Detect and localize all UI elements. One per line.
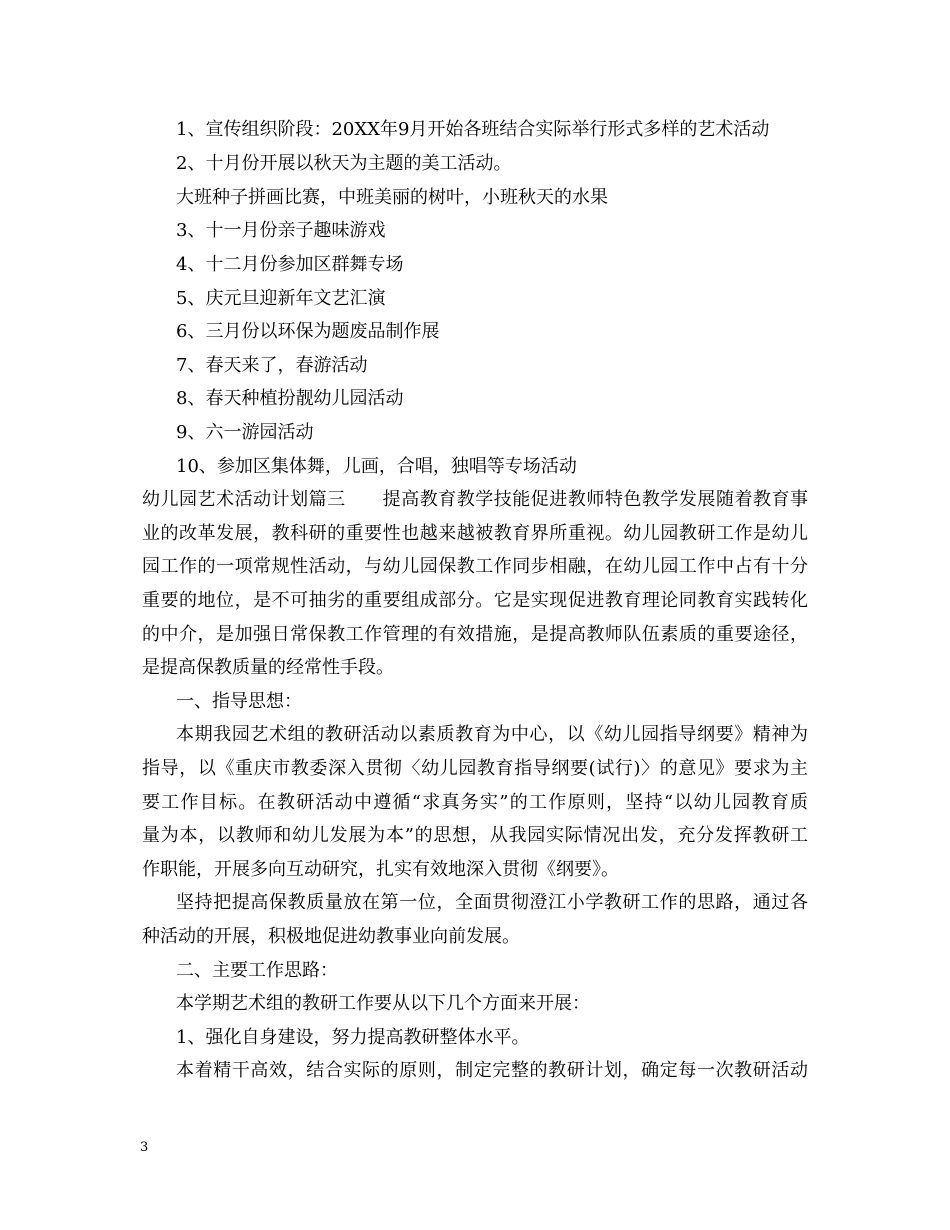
text-line: 7、春天来了，春游活动	[176, 355, 368, 376]
paragraph-line: 本期我园艺术组的教研活动以素质教育为中心，以《幼儿园指导纲要》精神为	[176, 724, 808, 745]
section-heading-line: 幼儿园艺术活动计划篇三 提高教育教学技能促进教师特色教学发展随着教育事	[142, 489, 808, 510]
paragraph-line: 1、强化自身建设，努力提高教研整体水平。	[176, 1027, 530, 1048]
paragraph-line: 要工作目标。在教研活动中遵循“求真务实”的工作原则，坚持“以幼儿园教育质	[142, 792, 808, 813]
text-line: 1、宣传组织阶段：20XX年9月开始各班结合实际举行形式多样的艺术活动	[176, 119, 770, 140]
paragraph-line: 园工作的一项常规性活动，与幼儿园保教工作同步相融，在幼儿园工作中占有十分	[142, 556, 808, 577]
paragraph-line: 的中介，是加强日常保教工作管理的有效措施，是提高教师队伍素质的重要途径，	[142, 624, 808, 645]
paragraph-line: 本着精干高效，结合实际的原则，制定完整的教研计划，确定每一次教研活动	[176, 1060, 808, 1081]
page-number: 3	[140, 1140, 149, 1155]
paragraph-line: 量为本，以教师和幼儿发展为本”的思想，从我园实际情况出发，充分发挥教研工	[142, 825, 808, 846]
paragraph-line: 是提高保教质量的经常性手段。	[142, 657, 394, 678]
text-line: 3、十一月份亲子趣味游戏	[176, 220, 386, 241]
text-line: 9、六一游园活动	[176, 422, 314, 443]
text-line: 6、三月份以环保为题废品制作展	[176, 321, 440, 342]
text-line: 4、十二月份参加区群舞专场	[176, 254, 404, 275]
paragraph-line: 指导，以《重庆市教委深入贯彻〈幼儿园教育指导纲要(试行)〉的意见》要求为主	[142, 758, 808, 779]
heading-main-ideas: 二、主要工作思路：	[176, 960, 338, 981]
text-line: 8、春天种植扮靓幼儿园活动	[176, 388, 404, 409]
paragraph-line: 业的改革发展，教科研的重要性也越来越被教育界所重视。幼儿园教研工作是幼儿	[142, 523, 808, 544]
paragraph-line: 本学期艺术组的教研工作要从以下几个方面来开展：	[176, 993, 590, 1014]
text-line: 2、十月份开展以秋天为主题的美工活动。	[176, 153, 512, 174]
paragraph-line: 种活动的开展，积极地促进幼教事业向前发展。	[142, 926, 520, 947]
text-line: 5、庆元旦迎新年文艺汇演	[176, 288, 386, 309]
heading-guiding-thought: 一、指导思想：	[176, 691, 302, 712]
paragraph-line: 重要的地位，是不可抽劣的重要组成部分。它是实现促进教育理论同教育实践转化	[142, 590, 808, 611]
text-line: 大班种子拼画比赛，中班美丽的树叶，小班秋天的水果	[176, 187, 608, 208]
paragraph-line: 作职能，开展多向互动研究，扎实有效地深入贯彻《纲要》。	[142, 859, 619, 880]
text-line: 10、参加区集体舞，儿画，合唱，独唱等专场活动	[176, 456, 577, 477]
paragraph-line: 坚持把提高保教质量放在第一位，全面贯彻澄江小学教研工作的思路，通过各	[176, 892, 808, 913]
